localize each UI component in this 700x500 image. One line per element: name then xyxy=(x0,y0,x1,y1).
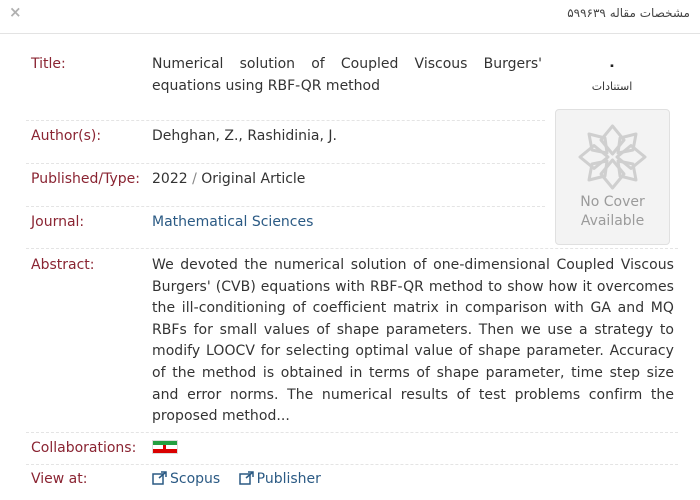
divider xyxy=(26,120,545,121)
iran-flag-icon xyxy=(152,440,178,454)
authors-label: Author(s): xyxy=(31,128,102,144)
external-link-icon xyxy=(152,471,168,485)
journal-link[interactable]: Mathematical Sciences xyxy=(152,214,314,230)
placeholder-flower-icon xyxy=(574,122,651,192)
published-value xyxy=(152,171,305,187)
published-type: Original Article xyxy=(201,171,306,187)
external-link-icon xyxy=(239,471,255,485)
publisher-link[interactable] xyxy=(239,471,321,487)
abstract-value: We devoted the numerical solution of one-dimensional Coupled Viscous Burgers' (CVB) equations with RBF-QR method to show how it overcomes the ill-conditioning of coefficient matrix in comparison with GA and MQ RBFs for small values of shape parameters. Then we use a strategy to modify LOOCV for selecting optimal value of shape parameter. Accuracy of the method is obtained in terms of shape parameter, time step size and error norms. The numerical results of test problems confirm the proposed method... xyxy=(152,257,674,425)
journal-label: Journal: xyxy=(31,214,85,230)
divider xyxy=(26,248,678,249)
title-value: Numerical solution of Coupled Viscous Burgers' equations using RBF-QR method xyxy=(152,56,542,94)
divider xyxy=(26,464,678,465)
journal-value xyxy=(152,214,313,230)
view-links xyxy=(152,471,335,487)
abstract-label: Abstract: xyxy=(31,257,95,273)
no-cover-text: No Cover Available xyxy=(580,194,645,229)
dialog-title: مشخصات مقاله ۵۹۹۶۳۹ xyxy=(567,6,690,20)
cover-placeholder xyxy=(555,109,670,245)
published-separator: / xyxy=(192,171,197,187)
title-label: Title: xyxy=(31,56,66,72)
published-label: Published/Type: xyxy=(31,171,140,187)
authors-value: Dehghan, Z., Rashidinia, J. xyxy=(152,128,337,144)
divider xyxy=(26,163,545,164)
publisher-link-label: Publisher xyxy=(256,471,321,487)
published-year: 2022 xyxy=(152,171,188,187)
divider xyxy=(26,206,545,207)
dialog-header xyxy=(0,0,700,34)
view-at-label: View at: xyxy=(31,471,88,487)
collaborations-label: Collaborations: xyxy=(31,440,137,456)
close-icon[interactable]: × xyxy=(9,3,22,21)
citation-label: استنادات xyxy=(591,80,633,93)
citation-count: ۰ xyxy=(607,56,617,74)
scopus-link[interactable] xyxy=(152,471,225,487)
divider xyxy=(26,432,678,433)
scopus-link-label: Scopus xyxy=(170,471,221,487)
